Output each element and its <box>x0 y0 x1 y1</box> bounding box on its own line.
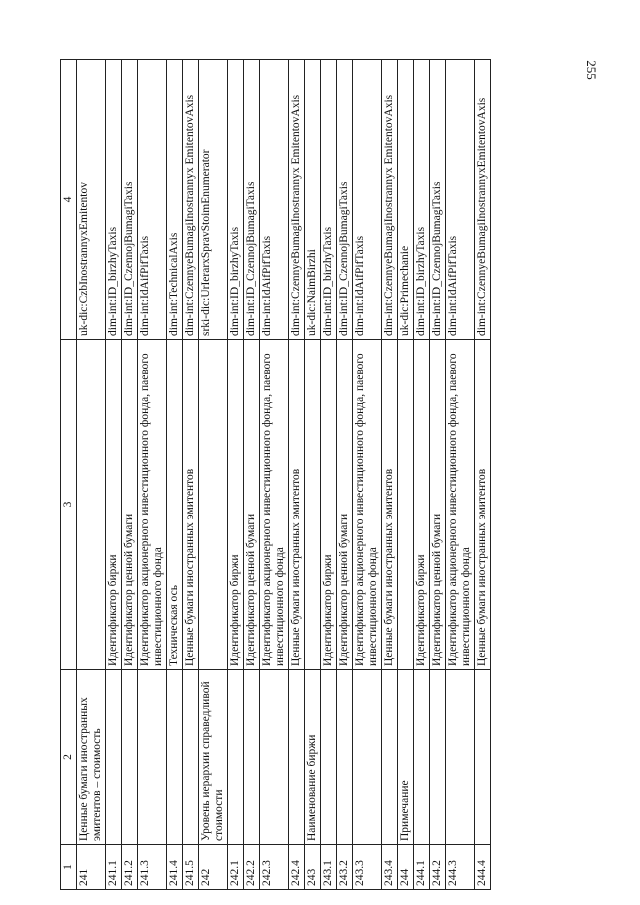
dimension-name-cell: Идентификатор ценной бумаги <box>337 340 353 670</box>
dimension-name-cell: Техническая ось <box>167 340 183 670</box>
row-number-cell: 244.1 <box>414 845 430 890</box>
header-cell: 4 <box>61 60 77 340</box>
element-code-cell: dim-int:IdAifPifTaxis <box>260 60 289 340</box>
indicator-name-cell <box>138 670 167 845</box>
row-number-cell: 244.3 <box>446 845 475 890</box>
dimension-name-cell: Идентификатор биржи <box>414 340 430 670</box>
row-number-cell: 242 <box>199 845 228 890</box>
table-row <box>199 60 228 890</box>
element-code-cell: dim-int:IdAifPifTaxis <box>446 60 475 340</box>
row-number-cell: 241 <box>77 845 106 890</box>
row-number-cell: 244.4 <box>475 845 491 890</box>
table-row <box>430 60 446 890</box>
element-code-cell: srki-dic:UrIerarxSpravStoimEnumerator <box>199 60 228 340</box>
table-row <box>183 60 199 890</box>
table-row <box>305 60 321 890</box>
indicator-name-cell <box>475 670 491 845</box>
dimension-name-cell <box>398 340 414 670</box>
table-row <box>414 60 430 890</box>
dimension-name-cell: Идентификатор биржи <box>106 340 122 670</box>
dimension-name-cell <box>77 340 106 670</box>
table-row <box>446 60 475 890</box>
dimension-name-cell: Идентификатор акционерного инвестиционного фонда, паевого инвестиционного фонда <box>138 340 167 670</box>
row-number-cell: 243.4 <box>382 845 398 890</box>
table-row <box>106 60 122 890</box>
element-code-cell: dim-int:ID_birzhyTaxis <box>106 60 122 340</box>
element-code-cell: dim-int:ID_CzennojBumagiTaxis <box>430 60 446 340</box>
element-code-cell: dim-int:ID_CzennojBumagiTaxis <box>122 60 138 340</box>
indicator-name-cell: Наименование биржи <box>305 670 321 845</box>
dimension-name-cell: Идентификатор ценной бумаги <box>122 340 138 670</box>
element-code-cell: dim-int:CzennyeBumagiInostrannyx EmitentovAxis <box>289 60 305 340</box>
indicator-name-cell <box>228 670 244 845</box>
dimension-name-cell: Идентификатор ценной бумаги <box>244 340 260 670</box>
indicator-name-cell <box>122 670 138 845</box>
table-row <box>138 60 167 890</box>
row-number-cell: 242.2 <box>244 845 260 890</box>
table-row <box>398 60 414 890</box>
row-number-cell: 243.3 <box>353 845 382 890</box>
element-code-cell: dim-int:IdAifPifTaxis <box>138 60 167 340</box>
indicator-name-cell <box>106 670 122 845</box>
element-code-cell: dim-int:CzennyeBumagiInostrannyx EmitentovAxis <box>183 60 199 340</box>
indicator-name-cell <box>244 670 260 845</box>
dimension-name-cell: Идентификатор биржи <box>321 340 337 670</box>
dimension-name-cell: Ценные бумаги иностранных эмитентов <box>183 340 199 670</box>
element-code-cell: dim-int:CzennyeBumagiInostrannyxEmitentovAxis <box>475 60 491 340</box>
table-body <box>77 60 491 890</box>
indicator-name-cell <box>321 670 337 845</box>
element-code-cell: dim-int:IdAifPifTaxis <box>353 60 382 340</box>
dimension-name-cell: Идентификатор акционерного инвестиционного фонда, паевого инвестиционного фонда <box>353 340 382 670</box>
element-code-cell: uk-dic:CzbInostrannyxEmitentov <box>77 60 106 340</box>
indicator-name-cell: Примечание <box>398 670 414 845</box>
dimension-name-cell <box>199 340 228 670</box>
indicator-name-cell <box>260 670 289 845</box>
indicator-name-cell: Ценные бумаги иностранных эмитентов – стоимость <box>77 670 106 845</box>
table-row <box>475 60 491 890</box>
row-number-cell: 244 <box>398 845 414 890</box>
table-row <box>337 60 353 890</box>
indicator-name-cell <box>446 670 475 845</box>
table-row <box>122 60 138 890</box>
element-code-cell: uk-dic:NaimBirzhi <box>305 60 321 340</box>
table-row <box>244 60 260 890</box>
header-cell: 3 <box>61 340 77 670</box>
row-number-cell: 243.2 <box>337 845 353 890</box>
indicator-name-cell <box>353 670 382 845</box>
table-row <box>353 60 382 890</box>
row-number-cell: 241.1 <box>106 845 122 890</box>
indicator-name-cell: Уровень иерархии справедливой стоимости <box>199 670 228 845</box>
table-row <box>321 60 337 890</box>
data-table <box>60 59 491 890</box>
table-row <box>289 60 305 890</box>
element-code-cell: dim-int:ID_birzhyTaxis <box>321 60 337 340</box>
table-row <box>77 60 106 890</box>
row-number-cell: 241.5 <box>183 845 199 890</box>
header-cell: 2 <box>61 670 77 845</box>
element-code-cell: dim-int:ID_birzhyTaxis <box>414 60 430 340</box>
table-row <box>382 60 398 890</box>
element-code-cell: dim-int:CzennyeBumagiInostrannyx EmitentovAxis <box>382 60 398 340</box>
page-number: 255 <box>583 60 599 80</box>
table-header <box>61 60 77 890</box>
row-number-cell: 241.4 <box>167 845 183 890</box>
indicator-name-cell <box>337 670 353 845</box>
header-cell: 1 <box>61 845 77 890</box>
dimension-name-cell: Ценные бумаги иностранных эмитентов <box>289 340 305 670</box>
indicator-name-cell <box>382 670 398 845</box>
element-code-cell: dim-int:TechnicalAxis <box>167 60 183 340</box>
row-number-cell: 241.2 <box>122 845 138 890</box>
row-number-cell: 243.1 <box>321 845 337 890</box>
row-number-cell: 242.4 <box>289 845 305 890</box>
row-number-cell: 241.3 <box>138 845 167 890</box>
element-code-cell: dim-int:ID_birzhyTaxis <box>228 60 244 340</box>
indicator-name-cell <box>183 670 199 845</box>
indicator-name-cell <box>414 670 430 845</box>
dimension-name-cell: Идентификатор акционерного инвестиционного фонда, паевого инвестиционного фонда <box>446 340 475 670</box>
rotated-table-container <box>60 60 595 890</box>
element-code-cell: uk-dic:Primechanie <box>398 60 414 340</box>
row-number-cell: 243 <box>305 845 321 890</box>
dimension-name-cell: Идентификатор биржи <box>228 340 244 670</box>
dimension-name-cell: Идентификатор ценной бумаги <box>430 340 446 670</box>
element-code-cell: dim-int:ID_CzennojBumagiTaxis <box>337 60 353 340</box>
row-number-cell: 244.2 <box>430 845 446 890</box>
row-number-cell: 242.1 <box>228 845 244 890</box>
table-row <box>167 60 183 890</box>
header-row <box>61 60 77 890</box>
dimension-name-cell: Идентификатор акционерного инвестиционного фонда, паевого инвестиционного фонда <box>260 340 289 670</box>
table-row <box>260 60 289 890</box>
dimension-name-cell <box>305 340 321 670</box>
indicator-name-cell <box>167 670 183 845</box>
indicator-name-cell <box>430 670 446 845</box>
dimension-name-cell: Ценные бумаги иностранных эмитентов <box>475 340 491 670</box>
indicator-name-cell <box>289 670 305 845</box>
table-row <box>228 60 244 890</box>
row-number-cell: 242.3 <box>260 845 289 890</box>
element-code-cell: dim-int:ID_CzennojBumagiTaxis <box>244 60 260 340</box>
dimension-name-cell: Ценные бумаги иностранных эмитентов <box>382 340 398 670</box>
